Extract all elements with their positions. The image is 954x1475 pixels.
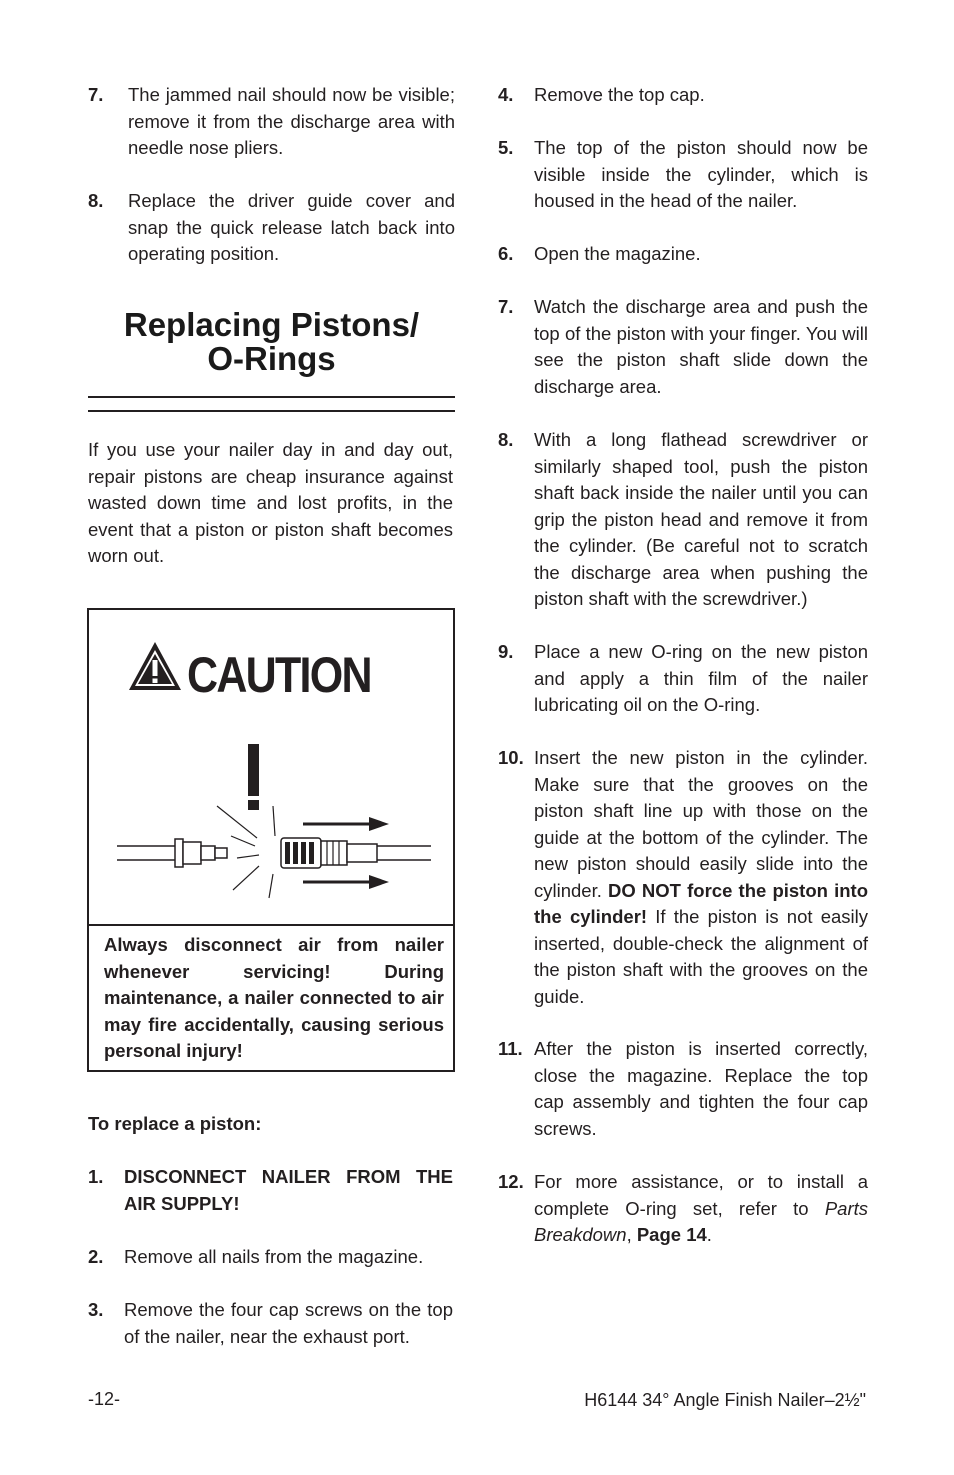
heading-rule-bottom bbox=[88, 410, 455, 412]
list-item bbox=[498, 135, 868, 215]
step-text: Watch the discharge area and push the top of the piston with your finger. You will see the piston shaft slide down the discharge area. bbox=[534, 296, 868, 397]
list-item bbox=[498, 1036, 868, 1142]
list-item bbox=[498, 427, 868, 613]
caution-box bbox=[87, 608, 455, 1072]
heading-line-2: O-Rings bbox=[207, 340, 336, 377]
step-text-part: If the piston is not easily inserted, double-check the alignment of the piston shaft with the grooves on the guide. bbox=[534, 906, 868, 1007]
caution-divider bbox=[89, 924, 453, 926]
step-text bbox=[534, 745, 868, 1010]
step-text: The jammed nail should now be visible; remove it from the discharge area with needle nose pliers. bbox=[128, 84, 455, 158]
list-item bbox=[498, 241, 868, 268]
step-text: Remove all nails from the magazine. bbox=[124, 1246, 424, 1267]
list-item bbox=[88, 1164, 453, 1217]
step-number: 8. bbox=[88, 190, 104, 211]
step-number: 11. bbox=[498, 1038, 523, 1059]
caution-title: CAUTION bbox=[187, 647, 371, 703]
list-item bbox=[498, 1169, 868, 1249]
step-text: Place a new O-ring on the new piston and apply a thin film of the nailer lubricating oil on the O-ring. bbox=[534, 641, 868, 715]
step-number: 7. bbox=[498, 296, 514, 317]
list-item bbox=[88, 1297, 453, 1350]
subheading: To replace a piston: bbox=[88, 1113, 262, 1134]
step-number: 3. bbox=[88, 1299, 104, 1320]
step-text-part: Insert the new piston in the cylinder. Make sure that the grooves on the piston shaft line up with those on the guide at the bottom of the cylinder. The new piston should easily slide into the cylinder. bbox=[534, 747, 868, 901]
step-text-part: . bbox=[706, 1224, 712, 1245]
page-number: -12- bbox=[88, 1389, 121, 1409]
step-text: Replace the driver guide cover and snap the quick release latch back into operating position. bbox=[128, 190, 455, 264]
section-heading bbox=[88, 308, 455, 376]
step-text: Open the magazine. bbox=[534, 243, 701, 264]
heading-rule-top bbox=[88, 396, 455, 398]
step-number: 10. bbox=[498, 747, 524, 768]
step-text: Remove the top cap. bbox=[534, 84, 705, 105]
page-reference: Page 14 bbox=[636, 1224, 707, 1245]
list-item bbox=[498, 294, 868, 400]
step-text: With a long flathead screwdriver or similarly shaped tool, push the piston shaft back inside the nailer until you can grip the piston head and remove it from the cylinder. (Be careful not to scratch the discharge area when pushing the piston shaft with the screwdriver.) bbox=[534, 429, 868, 609]
step-text bbox=[534, 1169, 868, 1249]
step-text: The top of the piston should now be visible inside the cylinder, which is housed in the head of the nailer. bbox=[534, 137, 868, 211]
step-text: DISCONNECT NAILER FROM THE AIR SUPPLY! bbox=[124, 1166, 453, 1214]
air-disconnect-illustration bbox=[113, 738, 433, 908]
step-text-part: , bbox=[626, 1224, 637, 1245]
step-text: Remove the four cap screws on the top of the nailer, near the exhaust port. bbox=[124, 1299, 453, 1347]
heading-line-1: Replacing Pistons/ bbox=[123, 306, 420, 343]
footer-model: H6144 34° Angle Finish Nailer–2½" bbox=[584, 1390, 866, 1410]
caution-text: Always disconnect air from nailer whenever servicing! During maintenance, a nailer connected to air may fire accidentally, causing serious personal injury! bbox=[104, 934, 444, 1061]
step-number: 5. bbox=[498, 137, 514, 158]
list-item bbox=[498, 639, 868, 719]
step-number: 9. bbox=[498, 641, 514, 662]
step-text: After the piston is inserted correctly, close the magazine. Replace the top cap assembly and tighten the four cap screws. bbox=[534, 1038, 868, 1139]
list-item bbox=[498, 745, 868, 1010]
step-number: 2. bbox=[88, 1246, 104, 1267]
step-number: 6. bbox=[498, 243, 514, 264]
step-warning-bold: DO NOT force the piston into the cylinder! bbox=[534, 879, 868, 927]
list-item bbox=[88, 188, 455, 268]
step-number: 7. bbox=[88, 84, 104, 105]
intro-paragraph: If you use your nailer day in and day out, repair pistons are cheap insurance against wasted down time and lost profits, in the event that a piston or piston shaft becomes worn out. bbox=[88, 439, 453, 566]
step-text-part: For more assistance, or to install a complete O-ring set, refer to bbox=[534, 1171, 868, 1219]
step-number: 12. bbox=[498, 1171, 524, 1192]
step-number: 8. bbox=[498, 429, 514, 450]
parts-breakdown-reference: Parts Breakdown bbox=[534, 1197, 868, 1245]
step-number: 1. bbox=[88, 1166, 104, 1187]
step-number: 4. bbox=[498, 84, 514, 105]
list-item bbox=[498, 82, 868, 109]
list-item bbox=[88, 82, 455, 162]
list-item bbox=[88, 1244, 453, 1271]
warning-triangle-icon bbox=[127, 640, 183, 692]
